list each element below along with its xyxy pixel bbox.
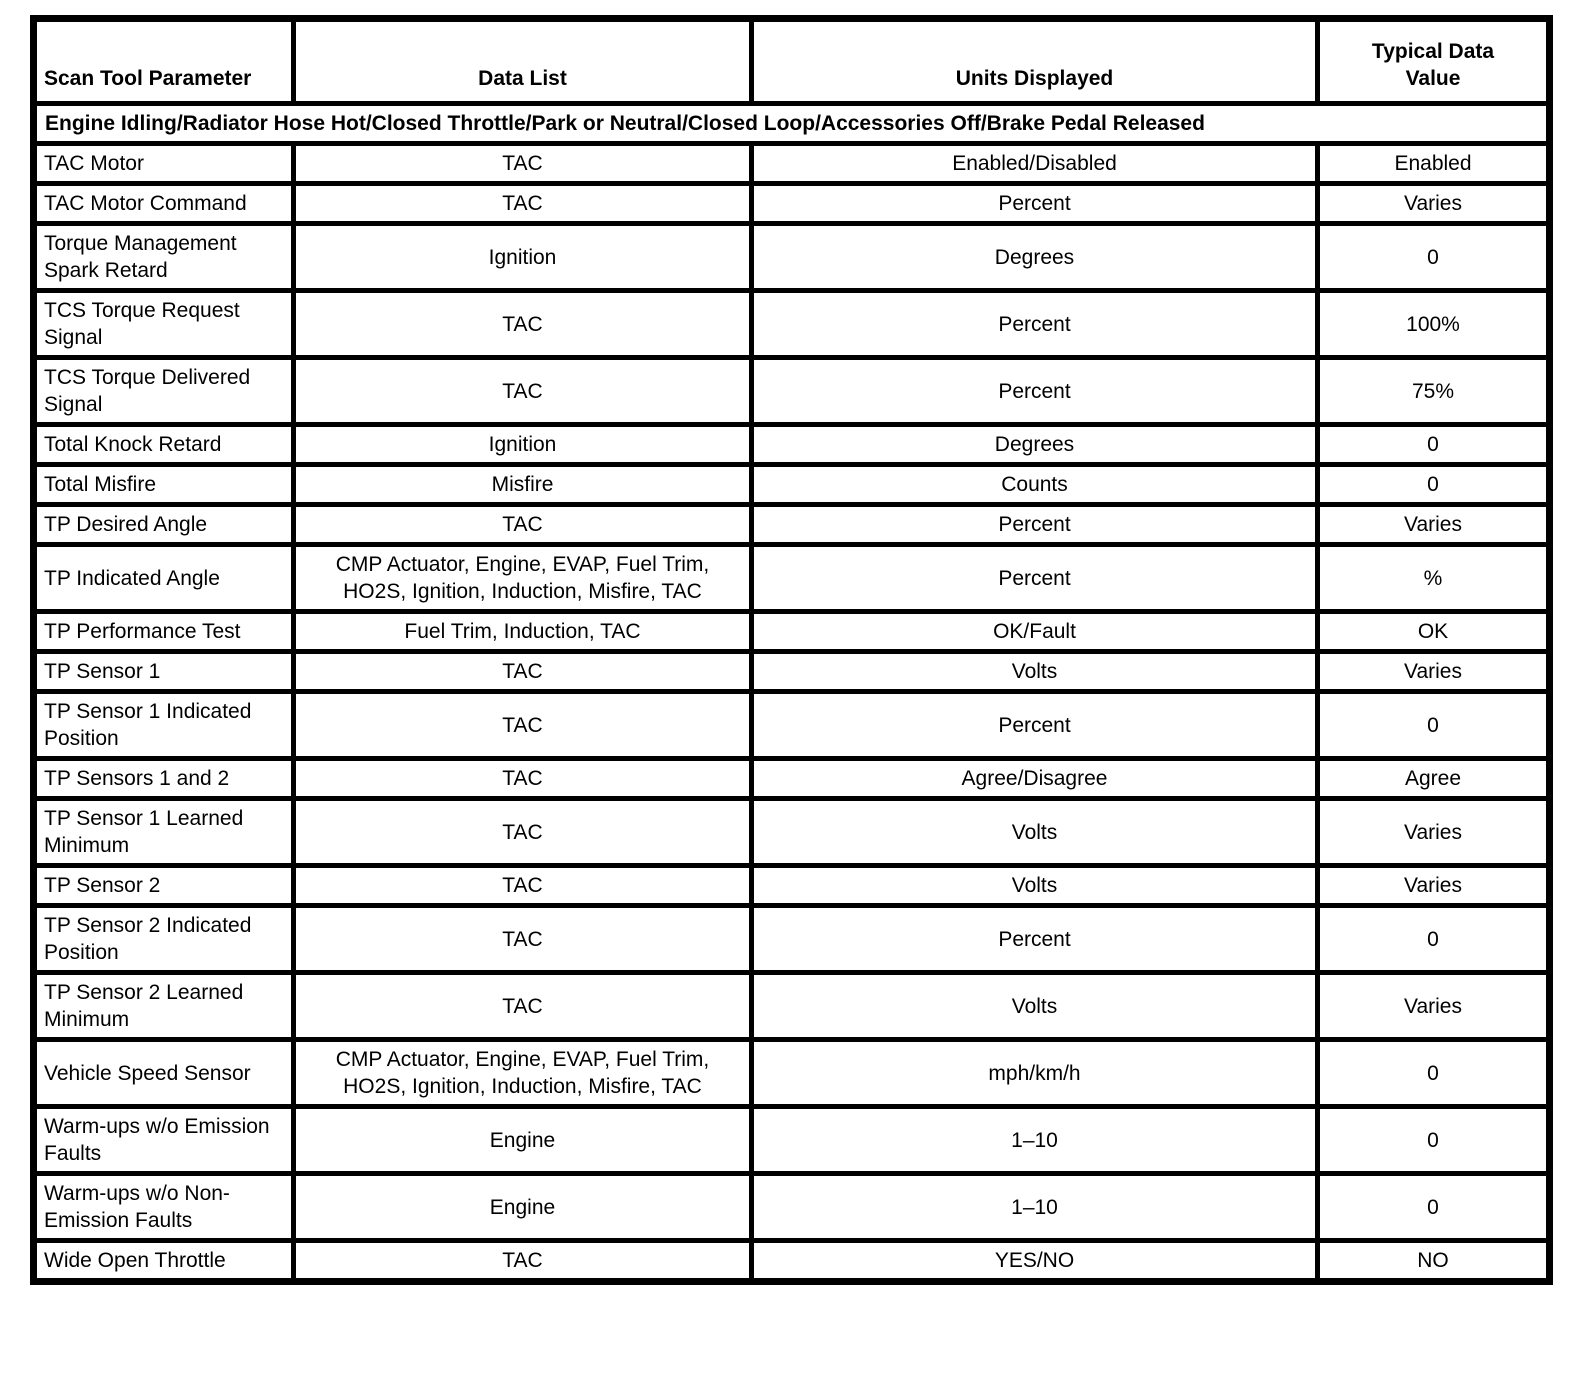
cell-value: 0 — [1318, 224, 1550, 291]
cell-value: NO — [1318, 1241, 1550, 1282]
table-row — [34, 545, 1550, 612]
cell-data-list: Engine — [294, 1107, 752, 1174]
cell-units: YES/NO — [752, 1241, 1318, 1282]
cell-value: 0 — [1318, 692, 1550, 759]
cell-parameter: Torque Management Spark Retard — [34, 224, 294, 291]
cell-data-list: TAC — [294, 973, 752, 1040]
table-row — [34, 144, 1550, 184]
cell-data-list: TAC — [294, 906, 752, 973]
table-row — [34, 612, 1550, 652]
cell-parameter: TP Sensor 1 Indicated Position — [34, 692, 294, 759]
cell-units: Percent — [752, 692, 1318, 759]
cell-units: Enabled/Disabled — [752, 144, 1318, 184]
cell-units: Percent — [752, 358, 1318, 425]
cell-parameter: TP Sensor 2 Learned Minimum — [34, 973, 294, 1040]
cell-data-list: TAC — [294, 866, 752, 906]
cell-value: 0 — [1318, 465, 1550, 505]
cell-parameter: TP Performance Test — [34, 612, 294, 652]
cell-parameter: TP Desired Angle — [34, 505, 294, 545]
cell-parameter: Total Misfire — [34, 465, 294, 505]
cell-value: Varies — [1318, 652, 1550, 692]
table-row — [34, 505, 1550, 545]
cell-parameter: TP Sensor 2 Indicated Position — [34, 906, 294, 973]
cell-data-list: TAC — [294, 184, 752, 224]
table-row — [34, 465, 1550, 505]
column-header-scan-tool-parameter: Scan Tool Parameter — [34, 19, 294, 104]
table-row — [34, 906, 1550, 973]
cell-units: Volts — [752, 652, 1318, 692]
cell-parameter: TAC Motor Command — [34, 184, 294, 224]
cell-data-list: Ignition — [294, 425, 752, 465]
cell-value: Varies — [1318, 184, 1550, 224]
cell-value: 75% — [1318, 358, 1550, 425]
cell-units: Volts — [752, 866, 1318, 906]
column-header-units-displayed: Units Displayed — [752, 19, 1318, 104]
cell-value: % — [1318, 545, 1550, 612]
cell-parameter: Total Knock Retard — [34, 425, 294, 465]
cell-parameter: TP Sensor 2 — [34, 866, 294, 906]
table-header — [34, 19, 1550, 104]
cell-units: Degrees — [752, 425, 1318, 465]
cell-units: Percent — [752, 184, 1318, 224]
cell-value: Varies — [1318, 799, 1550, 866]
table-row — [34, 652, 1550, 692]
cell-parameter: TAC Motor — [34, 144, 294, 184]
column-header-typical-data-value-text: Typical Data Value — [1371, 40, 1495, 90]
cell-data-list: TAC — [294, 692, 752, 759]
cell-units: Counts — [752, 465, 1318, 505]
table-row — [34, 973, 1550, 1040]
cell-data-list: CMP Actuator, Engine, EVAP, Fuel Trim, HO2S, Ignition, Induction, Misfire, TAC — [294, 1040, 752, 1107]
cell-data-list: TAC — [294, 358, 752, 425]
table-row — [34, 692, 1550, 759]
cell-parameter: TP Sensor 1 — [34, 652, 294, 692]
cell-value: 0 — [1318, 906, 1550, 973]
cell-data-list: CMP Actuator, Engine, EVAP, Fuel Trim, HO2S, Ignition, Induction, Misfire, TAC — [294, 545, 752, 612]
table-row — [34, 184, 1550, 224]
cell-parameter: Wide Open Throttle — [34, 1241, 294, 1282]
table-row — [34, 1040, 1550, 1107]
cell-units: 1–10 — [752, 1174, 1318, 1241]
cell-data-list: Engine — [294, 1174, 752, 1241]
cell-value: 0 — [1318, 1174, 1550, 1241]
cell-data-list: TAC — [294, 1241, 752, 1282]
cell-parameter: Warm-ups w/o Non-Emission Faults — [34, 1174, 294, 1241]
table-body — [34, 104, 1550, 1282]
cell-value: OK — [1318, 612, 1550, 652]
cell-parameter: TP Sensors 1 and 2 — [34, 759, 294, 799]
cell-data-list: Ignition — [294, 224, 752, 291]
cell-data-list: TAC — [294, 505, 752, 545]
cell-units: Percent — [752, 906, 1318, 973]
cell-units: mph/km/h — [752, 1040, 1318, 1107]
cell-parameter: Vehicle Speed Sensor — [34, 1040, 294, 1107]
cell-data-list: Misfire — [294, 465, 752, 505]
table-row — [34, 866, 1550, 906]
cell-value: Varies — [1318, 866, 1550, 906]
table-row — [34, 425, 1550, 465]
header-row — [34, 19, 1550, 104]
cell-value: 0 — [1318, 1040, 1550, 1107]
cell-value: Enabled — [1318, 144, 1550, 184]
cell-value: 0 — [1318, 425, 1550, 465]
table-row — [34, 291, 1550, 358]
cell-data-list: TAC — [294, 652, 752, 692]
table-row — [34, 759, 1550, 799]
cell-value: Varies — [1318, 973, 1550, 1040]
cell-data-list: Fuel Trim, Induction, TAC — [294, 612, 752, 652]
cell-value: Agree — [1318, 759, 1550, 799]
cell-parameter: Warm-ups w/o Emission Faults — [34, 1107, 294, 1174]
cell-parameter: TP Indicated Angle — [34, 545, 294, 612]
condition-row — [34, 104, 1550, 144]
cell-units: OK/Fault — [752, 612, 1318, 652]
column-header-data-list: Data List — [294, 19, 752, 104]
cell-units: Percent — [752, 505, 1318, 545]
cell-data-list: TAC — [294, 799, 752, 866]
table-row — [34, 224, 1550, 291]
cell-value: 100% — [1318, 291, 1550, 358]
column-header-typical-data-value — [1318, 19, 1550, 104]
cell-value: Varies — [1318, 505, 1550, 545]
cell-value: 0 — [1318, 1107, 1550, 1174]
cell-parameter: TCS Torque Request Signal — [34, 291, 294, 358]
cell-units: Volts — [752, 799, 1318, 866]
cell-units: Agree/Disagree — [752, 759, 1318, 799]
table-row — [34, 799, 1550, 866]
cell-units: Volts — [752, 973, 1318, 1040]
table-row — [34, 358, 1550, 425]
cell-units: Percent — [752, 545, 1318, 612]
table-row — [34, 1241, 1550, 1282]
table-row — [34, 1174, 1550, 1241]
table-row — [34, 1107, 1550, 1174]
cell-data-list: TAC — [294, 291, 752, 358]
condition-text: Engine Idling/Radiator Hose Hot/Closed Throttle/Park or Neutral/Closed Loop/Accessories Off/Brake Pedal Released — [34, 104, 1550, 144]
cell-parameter: TP Sensor 1 Learned Minimum — [34, 799, 294, 866]
cell-units: 1–10 — [752, 1107, 1318, 1174]
cell-units: Percent — [752, 291, 1318, 358]
cell-parameter: TCS Torque Delivered Signal — [34, 358, 294, 425]
scan-tool-parameter-table — [30, 15, 1553, 1285]
cell-data-list: TAC — [294, 144, 752, 184]
cell-data-list: TAC — [294, 759, 752, 799]
cell-units: Degrees — [752, 224, 1318, 291]
